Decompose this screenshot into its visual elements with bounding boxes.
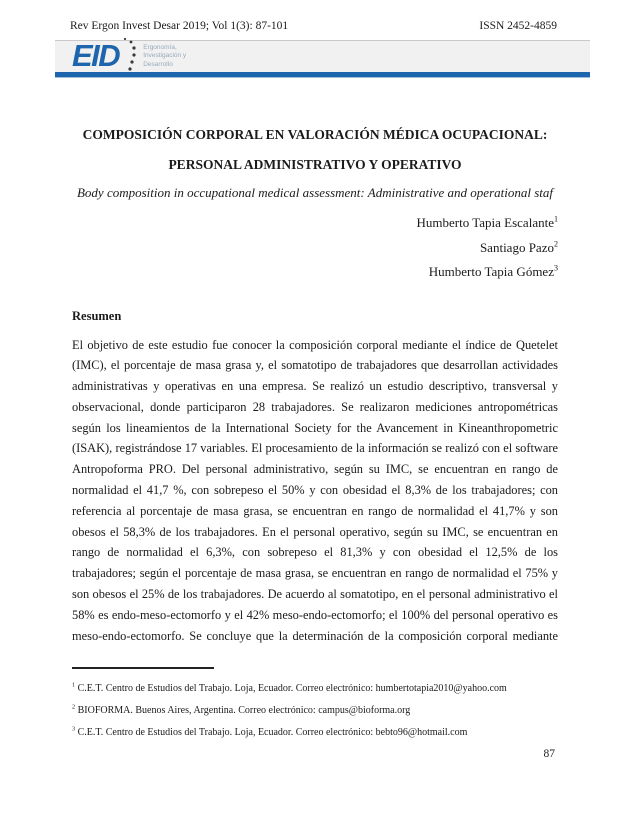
article-title-line1: COMPOSICIÓN CORPORAL EN VALORACIÓN MÉDICA OCUPACIONAL: [82, 127, 548, 142]
logo-tagline [143, 44, 186, 69]
abstract-text: El objetivo de este estudio fue conocer la composición corporal mediante el índice de Quetelet (IMC), el porcentaje de masa grasa y, el somatotipo de trabajadores que desarrollan actividades administrativas y operativas en una empresa. Se realizó un estudio descriptivo, transversal y observacional, donde participaron 28 trabajadores. Se realizaron mediciones antropométricas según los lineamientos de la International Society for the Avancement in Kineanthropometric (ISAK), registrándose 17 variables. El procesamiento de la información se realizó con el software Antropoforma PRO. Del personal administrativo, según su IMC, se encuentran en rango de normalidad el 41,7 %, con sobrepeso el 50% y con obesidad el 8,3% de los trabajadores; con referencia al porcentaje de masa grasa, se encuentran en rango de normalidad el 41,7% y son obesos el 58,3% de los trabajadores. En el personal operativo, según su IMC, se encuentran en rango de normalidad el 6,3%, con sobrepeso el 81,3% y con obesidad el 12,5% de los trabajadores; según el porcentaje de masa grasa, se encuentran en rango de normalidad el 75% y son obesos el 25% de los trabajadores. De acuerdo al somatotipo, en el personal administrativo el 58% es endo-meso-ectomorfo y el 42% meso-endo-ectomorfo; el 100% del personal operativo es meso-endo-ectomorfo. Se concluye que la determinación de la composición corporal mediante [72, 337, 558, 643]
eid-logo-text: EID [72, 38, 120, 73]
footnote-text: C.E.T. Centro de Estudios del Trabajo. Loja, Ecuador. Correo electrónico: bebto96@hotmail.com [77, 727, 468, 738]
running-header [70, 20, 557, 32]
abstract-heading: Resumen [72, 308, 122, 323]
page-number: 87 [543, 748, 555, 760]
footnote-mark: 1 [72, 681, 76, 689]
author-list [72, 211, 558, 285]
author-name-text: Humberto Tapia Escalante [416, 215, 554, 230]
footnote [72, 700, 558, 722]
footnote [72, 678, 558, 700]
footnote-separator [72, 667, 214, 669]
footnote [72, 722, 558, 744]
eid-logo [72, 38, 186, 76]
author-name-text: Humberto Tapia Gómez [428, 264, 554, 279]
footnote-text: C.E.T. Centro de Estudios del Trabajo. Loja, Ecuador. Correo electrónico: humbertotapia2010@yahoo.com [77, 683, 507, 694]
journal-banner [55, 40, 590, 78]
journal-reference: Rev Ergon Invest Desar 2019; Vol 1(3): 87-101 [70, 20, 289, 32]
article-title [72, 120, 558, 180]
logo-tagline-line: Ergonomía, [143, 43, 177, 51]
footnotes [72, 678, 558, 744]
logo-strip [55, 40, 590, 72]
article-body [72, 112, 558, 646]
author-name-text: Santiago Pazo [479, 239, 554, 255]
footnote-text: BIOFORMA. Buenos Aires, Argentina. Correo electrónico: campus@bioforma.org [77, 705, 411, 716]
logo-dots-icon [121, 36, 139, 74]
logo-tagline-line: Investigación y [143, 52, 187, 60]
footnote-mark: 2 [72, 703, 76, 711]
author-name [72, 236, 558, 261]
article-subtitle-english: Body composition in occupational medical assessment: Administrative and operational staf [76, 185, 554, 200]
author-name [72, 211, 558, 236]
author-affiliation-mark: 1 [553, 214, 558, 224]
issn-label: ISSN 2452-4859 [479, 20, 557, 32]
author-affiliation-mark: 3 [553, 263, 558, 273]
author-name [72, 260, 558, 285]
author-affiliation-mark: 2 [553, 239, 558, 249]
footnote-mark: 3 [72, 725, 76, 733]
logo-tagline-line: Desarrollo [143, 60, 173, 68]
article-title-line2: PERSONAL ADMINISTRATIVO Y OPERATIVO [168, 157, 462, 172]
